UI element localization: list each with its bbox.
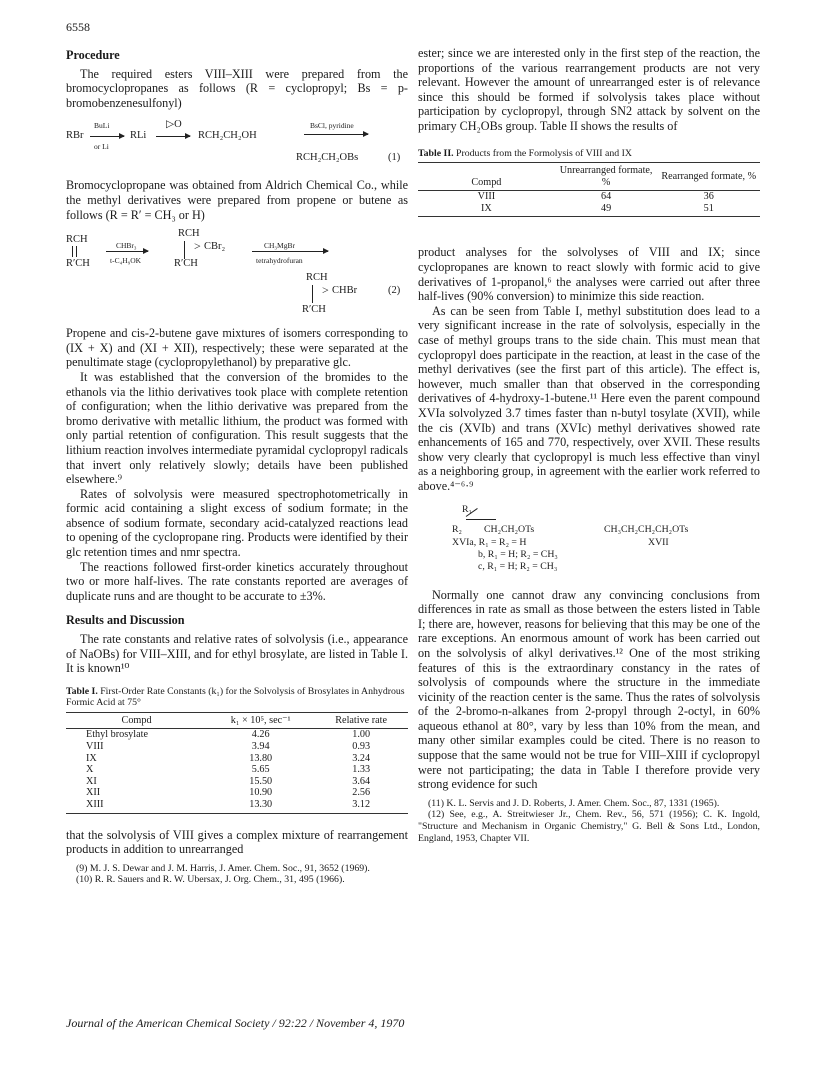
- right-paragraph-3: As can be seen from Table I, methyl substitution does lead to a very significant increase in the rate of solvolysis, especially in the case of methyl groups trans to the side chain. This must mean that cyclopropyl does participate in the reaction, at least in the case of the methyl derivatives (see the first part of this article). The effect is, however, much smaller than that observed in the corresponding derivatives of 4-hydroxy-1-butene.¹¹ Here even the parent compound XVIa solvolyzed 3.7 times faster than n-butyl tosylate (XVII), while the cis (XVIb) and trans (XVIc) methyl derivatives showed rate enhancements of 165 and 770, respectively, over XVII. These results show very clearly that cyclopropyl is much less effective than vinyl as a neighboring group, in agreement with the earlier work referred to above.⁴⁻⁶·⁹: [418, 303, 760, 493]
- table2-cell: IX: [418, 203, 555, 217]
- table1-cell: 1.33: [352, 764, 371, 776]
- table-row: [66, 729, 408, 741]
- footnote-11: (11) K. L. Servis and J. D. Roberts, J. Amer. Chem. Soc., 87, 1331 (1965).: [428, 797, 720, 809]
- table1-cell: 3.12: [314, 799, 408, 813]
- scheme2-ring-wedge-2: >: [322, 283, 329, 298]
- table1-cell: 13.30: [207, 799, 314, 813]
- table1-cell: XI: [86, 775, 97, 787]
- table2-header-compd: Compd: [418, 163, 555, 191]
- scheme2-rpch-2: R′CH: [174, 258, 198, 270]
- table1-cell: 5.65: [251, 764, 270, 776]
- results-heading: Results and Discussion: [66, 613, 185, 628]
- scheme2-ch3mgbr: CH₃MgBr: [264, 241, 295, 251]
- scheme-2: [66, 228, 408, 324]
- right-paragraph-2: product analyses for the solvolyses of VIII and IX; since cyclopropanes are known to react slowly with formic acid to give derivatives of 1-propanol,⁶ the analyses were carried out after three half-lives (90% conversion) to minimize this side reaction.: [418, 245, 760, 304]
- scheme1-product: RCH₂CH₂OBs: [296, 152, 359, 164]
- table1-cell: 1.00: [352, 729, 371, 741]
- table1-label: Table I.: [66, 685, 98, 697]
- struct-xvic: c, R₁ = H; R₂ = CH₃: [478, 560, 558, 572]
- table1-cell: X: [86, 764, 94, 776]
- left-footnotes: [66, 863, 408, 886]
- left-column: [66, 46, 408, 886]
- results-paragraph-1: The rate constants and relative rates of solvolysis (i.e., appearance of NaOBs) for VIII–XIII, and for ethyl brosylate, are listed in Table I. It is known¹⁰: [66, 632, 408, 676]
- footnote-9: (9) M. J. S. Dewar and J. M. Harris, J. Amer. Chem. Soc., 91, 3652 (1969).: [76, 862, 370, 874]
- table2-header-rearranged: Rearranged formate, %: [657, 163, 760, 191]
- page-number: 6558: [66, 20, 90, 34]
- table2-cell: VIII: [477, 191, 496, 203]
- table1-cell: IX: [86, 752, 97, 764]
- scheme2-cbr2: CBr₂: [204, 241, 226, 253]
- table-row: [66, 787, 408, 799]
- scheme1-buli: BuLi: [94, 121, 110, 131]
- scheme2-rpch-1: R′CH: [66, 258, 90, 270]
- table1-cell: 4.26: [251, 729, 270, 741]
- table1-cell: 13.80: [249, 752, 273, 764]
- scheme2-arrow-2: [252, 251, 328, 252]
- procedure-paragraph-3: Propene and cis-2-butene gave mixtures of isomers corresponding to (IX + X) and (XI + XII), respectively; these were separated at the penultimate stage (cyclopropylethanol) by preparative glc.: [66, 326, 408, 370]
- table-row: [418, 203, 760, 217]
- struct-chain: CH₂CH₂OTs: [484, 523, 535, 535]
- table1-cell: Ethyl brosylate: [86, 729, 148, 741]
- right-footnotes: [418, 798, 760, 844]
- scheme2-rpch-3: R′CH: [302, 304, 326, 316]
- scheme2-arrow-1: [106, 251, 148, 252]
- procedure-paragraph-6: The reactions followed first-order kinetics accurately throughout two or more half-lives. The rate constants reported are averages of duplicate runs and are thought to be accurate to ±3%.: [66, 559, 408, 603]
- table2-cell: 51: [657, 203, 760, 217]
- scheme2-double-bond: [72, 246, 77, 257]
- footnote-12: (12) See, e.g., A. Streitwieser Jr., Chem. Rev., 56, 571 (1956); C. K. Ingold, "Structure and Mechanism in Organic Chemistry," G. Bell & Sons Ltd., London, England, 1953, Chapter VII.: [418, 809, 760, 844]
- table1-cell: 15.50: [249, 775, 273, 787]
- right-column: [418, 46, 760, 844]
- journal-footer: Journal of the American Chemical Society / 92:22 / November 4, 1970: [66, 1016, 405, 1030]
- table2-cell: 36: [703, 191, 714, 203]
- table1-header-relative: Relative rate: [314, 712, 408, 729]
- results-paragraph-2: that the solvolysis of VIII gives a complex mixture of rearrangement products in addition to unrearranged: [66, 827, 408, 857]
- scheme1-rli: RLi: [130, 130, 147, 142]
- procedure-paragraph-5: Rates of solvolysis were measured spectrophotometrically in formic acid containing a slight excess of sodium formate; in the absence of sodium formate, secondary acid-catalyzed reactions lead to opening of the cyclopropane ring. Products were identified by their glc retention times and nmr spectra.: [66, 486, 408, 560]
- scheme1-orli: or Li: [94, 142, 109, 152]
- table2-label: Table II.: [418, 147, 454, 159]
- table1-cell: 3.24: [352, 752, 371, 764]
- structures-xvi-xvii: [418, 502, 760, 580]
- table2-header-unrearranged: Unrearranged formate, %: [555, 163, 658, 191]
- struct-xvii-label: XVII: [648, 536, 669, 548]
- table-2: [418, 162, 760, 217]
- struct-double-bond: [466, 519, 496, 520]
- procedure-heading: Procedure: [66, 48, 120, 62]
- scheme2-rch-1: RCH: [66, 234, 88, 246]
- table2-cell: 64: [601, 191, 612, 203]
- table1-cell: 0.93: [352, 741, 371, 752]
- struct-r2: R₂: [452, 523, 462, 535]
- table1-header-k1: k₁ × 10⁵, sec⁻¹: [207, 712, 314, 729]
- table2-cell: 49: [555, 203, 658, 217]
- struct-xvii-formula: CH₃CH₂CH₂CH₂OTs: [604, 523, 689, 535]
- table1-header-compd: Compd: [66, 712, 207, 729]
- scheme2-thf: tetrahydrofuran: [256, 256, 303, 266]
- table1-caption: [66, 686, 408, 709]
- scheme2-eq: (2): [388, 285, 401, 297]
- scheme1-eq: (1): [388, 152, 401, 164]
- scheme2-tbuok: t-C₄H₉OK: [110, 256, 142, 266]
- procedure-paragraph-4: It was established that the conversion of the bromides to the ethanols via the lithio derivatives took place with complete retention of configuration; when the lithio derivative was prepared from the bromo derivative with metallic lithium, the product was formed with only partial retention of configuration. This result suggests that the lithium reaction involves intermediate pyramidal cyclopropyl radicals that invert only relatively slowly; details have been published elsewhere.⁹: [66, 369, 408, 487]
- table1-cell: 2.56: [352, 787, 371, 799]
- table1-cell: 3.94: [251, 741, 270, 752]
- scheme2-rch-3: RCH: [306, 272, 328, 284]
- scheme2-chbr3: CHBr₃: [116, 241, 137, 251]
- scheme-1: [66, 118, 408, 168]
- table1-cell: XIII: [66, 799, 207, 813]
- scheme1-rbr: RBr: [66, 130, 84, 142]
- scheme2-ring-bond-2: [312, 285, 313, 303]
- table1-cell: XII: [86, 787, 101, 799]
- struct-xvib: b, R₁ = H; R₂ = CH₃: [478, 548, 558, 560]
- table-row: [66, 764, 408, 776]
- table2-caption: [418, 148, 760, 160]
- table1-cell: 3.64: [352, 775, 371, 787]
- scheme1-rch2ch2oh: RCH₂CH₂OH: [198, 130, 257, 142]
- table-row: [418, 191, 760, 203]
- table-row: [66, 753, 408, 765]
- table1-cell: 10.90: [249, 787, 273, 799]
- scheme1-arrow-1: [90, 136, 124, 137]
- table-row: [66, 776, 408, 788]
- scheme2-ring-bond: [184, 241, 185, 259]
- scheme1-arrow-2: [156, 136, 190, 137]
- footnote-10: (10) R. R. Sauers and R. W. Ubersax, J. Org. Chem., 31, 495 (1966).: [76, 874, 345, 886]
- scheme2-ring-wedge: >: [194, 239, 201, 254]
- struct-xvia: XVIa, R₁ = R₂ = H: [452, 536, 527, 548]
- right-paragraph-4: Normally one cannot draw any convincing conclusions from differences in rate as small as those between the esters listed in Table I; there are, however, reasons for believing that this may be one of the rare exceptions. An enormous amount of work has been carried out on the solvolysis of alkyl derivatives.¹² One of the most striking features of this is the extraordinary constancy in the rates of solvolysis of compounds where the structure in the immediate vicinity of the reaction center is the same. Thus the rates of solvolysis of the 2-bromo-n-alkanes from 2-propyl through 2-octyl, in 60% aqueous ethanol at 80°, vary by less than 10% from the mean, and many other similar examples could be cited. There is no reason to suppose that the same would not be true for VIII–XIII if cyclopropyl were not participating; the data in Table I therefore provide very strong evidence for such: [418, 587, 760, 792]
- scheme1-bscl: BsCl, pyridine: [310, 121, 354, 131]
- table1-caption-text: First-Order Rate Constants (k₁) for the Solvolysis of Brosylates in Anhydrous Formic Acid at 75°: [66, 685, 405, 709]
- scheme1-oxetane: ▷O: [166, 119, 182, 131]
- procedure-paragraph-1: The required esters VIII–XIII were prepared from the bromocyclopropanes as follows (R = cyclopropyl; Bs = p-bromobenzenesulfonyl): [66, 66, 408, 110]
- table-1: [66, 712, 408, 814]
- procedure-paragraph-2: Bromocyclopropane was obtained from Aldrich Chemical Co., while the methyl derivatives were prepared from propene or butene as follows (R = R′ = CH₃ or H): [66, 178, 408, 222]
- table-row: [66, 741, 408, 753]
- scheme1-arrow-3: [304, 134, 368, 135]
- scheme2-chbr: CHBr: [332, 285, 358, 297]
- table-row: [66, 799, 408, 813]
- table2-caption-text: Products from the Formolysis of VIII and IX: [456, 147, 632, 159]
- table1-cell: VIII: [86, 741, 104, 752]
- scheme2-rch-2: RCH: [178, 228, 200, 240]
- struct-r1: R₁: [462, 503, 472, 515]
- right-paragraph-1: ester; since we are interested only in the first step of the reaction, the proportions of the various rearrangement products are not very relevant. However the amount of unrearranged ester is of relevance since this should be formed if solvolysis takes place without participation by cyclopropyl, through SN2 attack by solvent on the primary CH₂OBs group. Table II shows the results of: [418, 46, 760, 133]
